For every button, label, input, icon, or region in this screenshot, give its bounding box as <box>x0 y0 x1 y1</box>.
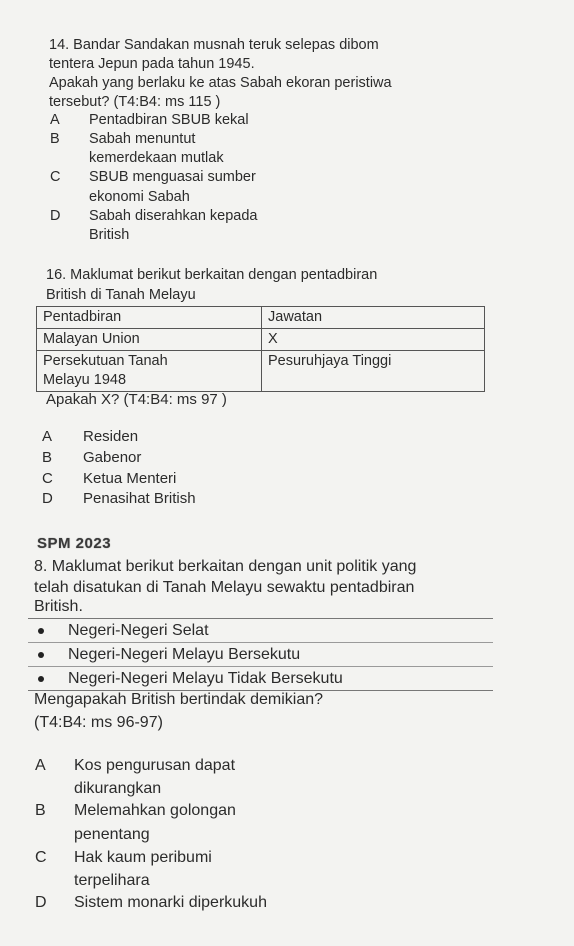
option-text: Sabah menuntut <box>89 131 196 147</box>
option-text: terpelihara <box>74 872 150 889</box>
option-letter: B <box>50 131 60 147</box>
q8-line-3: British. <box>34 598 83 615</box>
option-text: Kos pengurusan dapat <box>74 757 236 774</box>
option-text: penentang <box>74 826 150 843</box>
bullet-text: Negeri-Negeri Selat <box>68 622 209 639</box>
q8-line-2: telah disatukan di Tanah Melayu sewaktu pentadbiran <box>34 579 415 596</box>
table-header-cell: Jawatan <box>262 307 485 329</box>
option-text: dikurangkan <box>74 780 162 797</box>
bullet-text: Negeri-Negeri Melayu Bersekutu <box>68 646 301 663</box>
q14-line-2: tentera Jepun pada tahun 1945. <box>49 56 255 72</box>
bullet-text: Negeri-Negeri Melayu Tidak Bersekutu <box>68 670 343 687</box>
list-item <box>28 666 493 690</box>
option-letter: A <box>35 757 46 774</box>
q14-line-3: Apakah yang berlaku ke atas Sabah ekoran peristiwa <box>49 75 392 91</box>
table-cell: X <box>262 329 485 351</box>
table-header-cell: Pentadbiran <box>37 307 262 329</box>
option-letter: C <box>50 169 61 185</box>
option-text: Gabenor <box>83 449 142 466</box>
option-text: Pentadbiran SBUB kekal <box>89 112 249 128</box>
exam-year-badge: SPM 2023 <box>37 535 112 552</box>
q8-bullet-box <box>28 618 493 691</box>
option-letter: C <box>42 470 53 487</box>
option-letter: D <box>35 894 47 911</box>
option-text: British <box>89 227 130 243</box>
q14-line-1: 14. Bandar Sandakan musnah teruk selepas dibom <box>49 37 379 53</box>
q16-line-1: 16. Maklumat berikut berkaitan dengan pentadbiran <box>46 267 378 283</box>
option-text: Melemahkan golongan <box>74 802 236 819</box>
q14-line-4: tersebut? (T4:B4: ms 115 ) <box>49 94 221 110</box>
table-cell: Persekutuan Tanah Melayu 1948 <box>37 351 262 392</box>
option-text: Sabah diserahkan kepada <box>89 208 258 224</box>
q8-question: Mengapakah British bertindak demikian? <box>34 691 324 708</box>
option-text: Penasihat British <box>83 490 196 507</box>
option-text: ekonomi Sabah <box>89 189 190 205</box>
q16-line-2: British di Tanah Melayu <box>46 287 196 303</box>
option-letter: B <box>42 449 53 466</box>
table-row <box>37 351 485 392</box>
option-text: Hak kaum peribumi <box>74 849 212 866</box>
option-letter: A <box>50 112 60 128</box>
list-item <box>28 619 493 642</box>
option-letter: A <box>42 428 53 445</box>
option-text: Sistem monarki diperkukuh <box>74 894 267 911</box>
table-header-row <box>37 307 485 329</box>
bullet-icon <box>38 628 44 634</box>
option-letter: D <box>50 208 61 224</box>
option-letter: B <box>35 802 46 819</box>
option-text: kemerdekaan mutlak <box>89 150 224 166</box>
q16-question: Apakah X? (T4:B4: ms 97 ) <box>46 391 227 408</box>
table-row <box>37 329 485 351</box>
table-cell: Pesuruhjaya Tinggi <box>262 351 485 392</box>
list-item <box>28 642 493 666</box>
q16-info-table <box>36 306 485 392</box>
q8-reference: (T4:B4: ms 96-97) <box>34 714 163 731</box>
option-letter: D <box>42 490 53 507</box>
bullet-icon <box>38 652 44 658</box>
table-cell: Malayan Union <box>37 329 262 351</box>
option-text: Ketua Menteri <box>83 470 177 487</box>
option-text: Residen <box>83 428 139 445</box>
q8-line-1: 8. Maklumat berikut berkaitan dengan unit politik yang <box>34 558 417 575</box>
option-text: SBUB menguasai sumber <box>89 169 256 185</box>
bullet-icon <box>38 676 44 682</box>
option-letter: C <box>35 849 47 866</box>
